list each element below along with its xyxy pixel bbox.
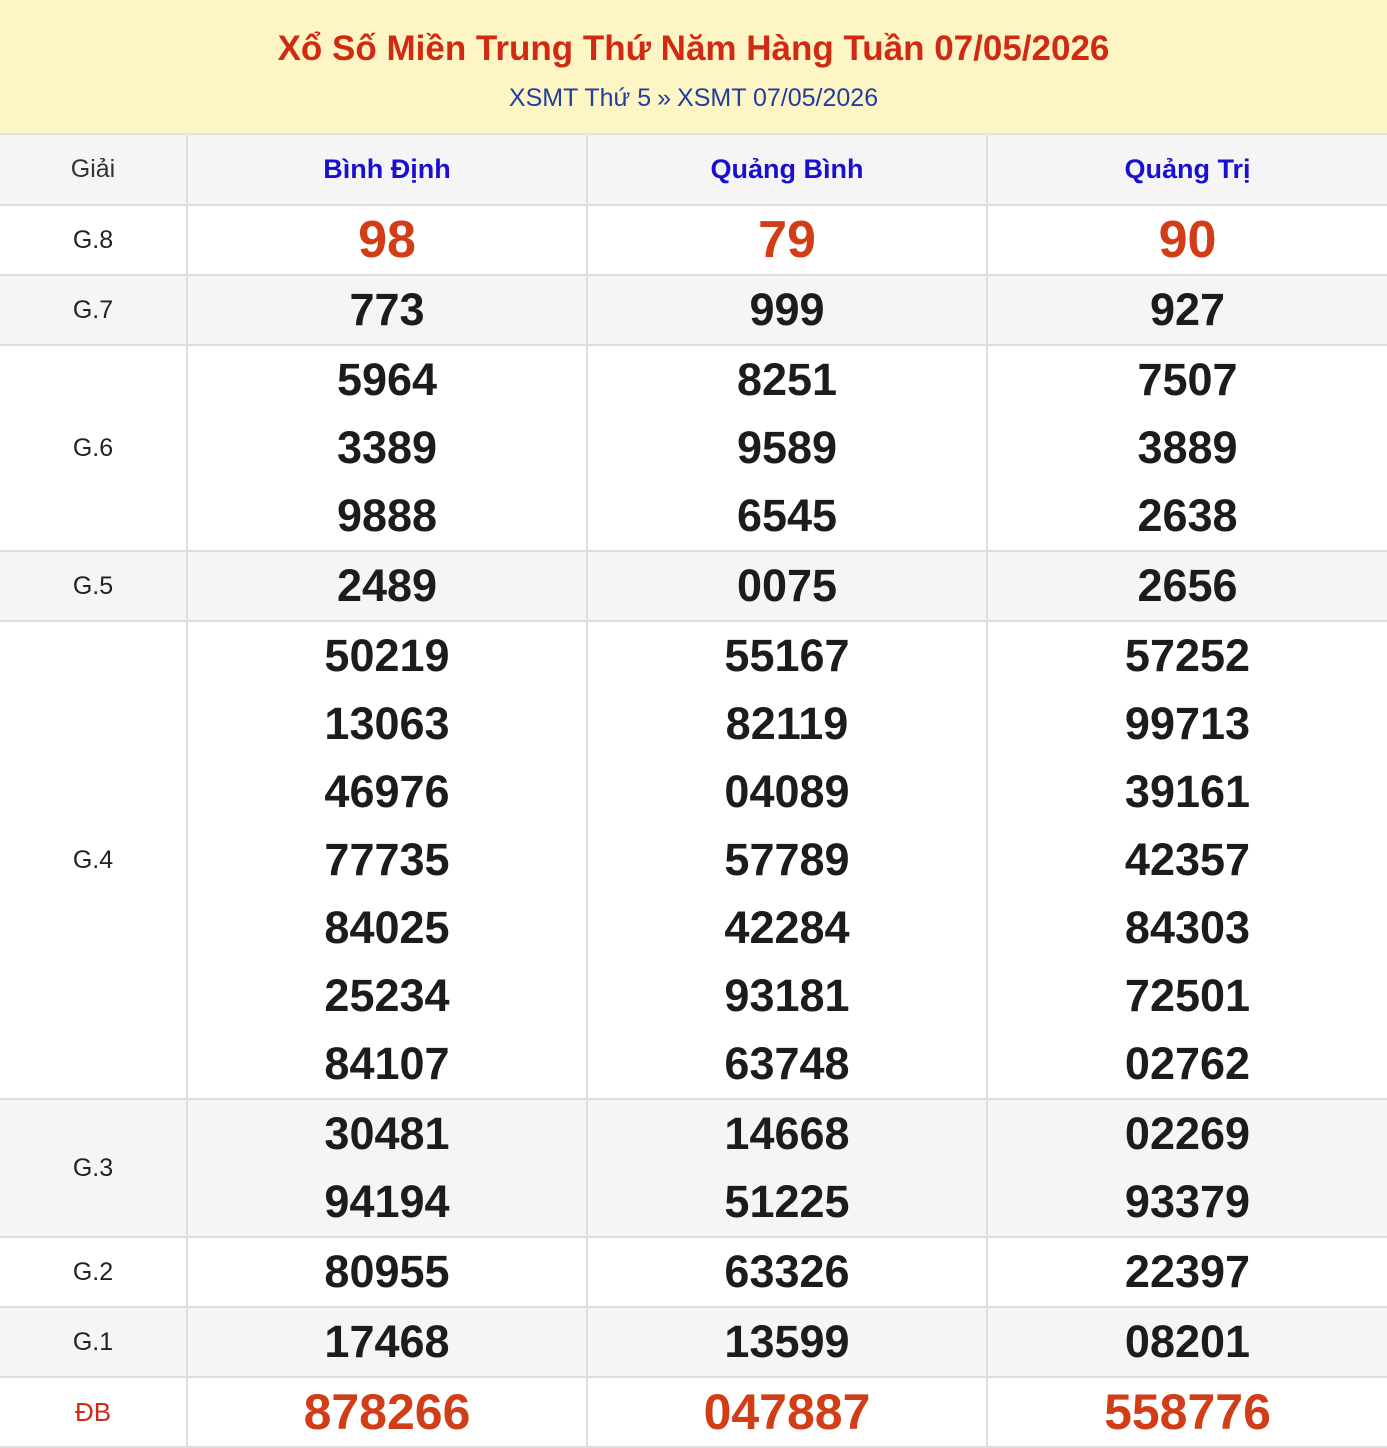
prize-number-cell xyxy=(987,1307,1387,1377)
prize-number: 04089 xyxy=(724,766,850,817)
prize-row xyxy=(0,275,1387,345)
prize-row xyxy=(0,551,1387,621)
prize-row xyxy=(0,345,1387,551)
prize-number-cell xyxy=(187,551,587,621)
prize-rows xyxy=(0,205,1387,1447)
prize-number: 5964 xyxy=(336,354,438,405)
prize-number: 0075 xyxy=(736,560,838,611)
prize-number-cell xyxy=(587,1237,987,1307)
prize-name-cell xyxy=(0,621,187,1099)
prize-number-cell xyxy=(187,621,587,1099)
prize-number-cell xyxy=(587,275,987,345)
prize-name: G.6 xyxy=(72,433,114,462)
prize-number-cell xyxy=(587,551,987,621)
prize-number: 25234 xyxy=(324,970,450,1021)
prize-number: 51225 xyxy=(724,1176,850,1227)
prize-number: 57789 xyxy=(724,834,850,885)
prize-number-cell xyxy=(987,275,1387,345)
prize-number: 3389 xyxy=(336,422,438,473)
prize-row xyxy=(0,1307,1387,1377)
prize-number: 55167 xyxy=(724,630,850,681)
results-table xyxy=(0,135,1387,1448)
results-header xyxy=(0,0,1387,135)
prize-number-cell xyxy=(187,1307,587,1377)
prize-number: 2489 xyxy=(336,560,438,611)
prize-number-cell xyxy=(587,621,987,1099)
prize-row xyxy=(0,621,1387,1099)
table-header-row xyxy=(0,135,1387,205)
prize-number: 9888 xyxy=(336,490,438,541)
prize-number: 84107 xyxy=(324,1038,450,1089)
prize-number: 999 xyxy=(749,284,825,335)
prize-number-cell xyxy=(187,1237,587,1307)
prize-name: G.1 xyxy=(72,1327,114,1356)
prize-number: 80955 xyxy=(324,1246,450,1297)
prize-number: 42357 xyxy=(1124,834,1251,885)
prize-name: G.7 xyxy=(72,295,114,324)
prize-name-cell xyxy=(0,1307,187,1377)
province-header xyxy=(987,135,1387,205)
prize-number: 773 xyxy=(349,284,425,335)
prize-number-cell xyxy=(987,1237,1387,1307)
prize-name-cell xyxy=(0,1377,187,1447)
prize-row xyxy=(0,1237,1387,1307)
province-name[interactable]: Bình Định xyxy=(323,154,451,184)
prize-number: 22397 xyxy=(1124,1246,1251,1297)
prize-number: 7507 xyxy=(1137,354,1238,405)
prize-number-cell xyxy=(987,551,1387,621)
prize-number: 93181 xyxy=(724,970,850,1021)
prize-number: 82119 xyxy=(725,698,849,749)
prize-number: 30481 xyxy=(324,1108,450,1159)
prize-number: 50219 xyxy=(324,630,450,681)
prize-number: 17468 xyxy=(324,1316,450,1367)
prize-name-cell xyxy=(0,551,187,621)
prize-number: 46976 xyxy=(324,766,450,817)
province-name[interactable]: Quảng Bình xyxy=(710,154,864,184)
prize-row xyxy=(0,1099,1387,1237)
prize-number: 94194 xyxy=(324,1176,450,1227)
prize-number: 3889 xyxy=(1137,422,1238,473)
prize-number: 63748 xyxy=(724,1038,850,1089)
prize-number-cell xyxy=(987,1377,1387,1447)
special-prize-number: 558776 xyxy=(1104,1384,1271,1440)
prize-row xyxy=(0,1377,1387,1447)
prize-number-cell xyxy=(587,1307,987,1377)
prize-number-cell xyxy=(187,345,587,551)
prize-number: 79 xyxy=(758,211,816,269)
prize-name-cell xyxy=(0,1099,187,1237)
prize-number-cell xyxy=(987,1099,1387,1237)
prize-number: 42284 xyxy=(724,902,850,953)
prize-number: 77735 xyxy=(324,834,450,885)
prize-number: 2656 xyxy=(1137,560,1238,611)
prize-number: 98 xyxy=(358,211,416,269)
prize-number: 63326 xyxy=(724,1246,850,1297)
province-header xyxy=(587,135,987,205)
prize-number: 14668 xyxy=(724,1108,850,1159)
prize-name-cell xyxy=(0,275,187,345)
prize-number-cell xyxy=(587,1377,987,1447)
breadcrumb xyxy=(0,82,1387,114)
prize-name: G.2 xyxy=(72,1257,114,1286)
special-prize-number: 047887 xyxy=(703,1384,871,1440)
prize-number: 9589 xyxy=(736,422,838,473)
special-prize-number: 878266 xyxy=(303,1384,471,1440)
province-header xyxy=(187,135,587,205)
prize-number-cell xyxy=(987,621,1387,1099)
prize-number-cell xyxy=(187,1377,587,1447)
giai-label: Giải xyxy=(70,155,116,183)
prize-number-cell xyxy=(187,275,587,345)
prize-number: 93379 xyxy=(1124,1176,1251,1227)
prize-number: 84025 xyxy=(324,902,450,953)
prize-number: 02762 xyxy=(1124,1038,1251,1089)
prize-number-cell xyxy=(987,205,1387,275)
prize-number: 08201 xyxy=(1124,1316,1251,1367)
prize-number: 02269 xyxy=(1124,1108,1251,1159)
prize-number: 99713 xyxy=(1124,698,1251,749)
prize-number: 57252 xyxy=(1124,630,1251,681)
prize-name-cell xyxy=(0,1237,187,1307)
prize-number: 39161 xyxy=(1124,766,1251,817)
prize-name: G.4 xyxy=(72,845,114,874)
prize-number-cell xyxy=(187,1099,587,1237)
prize-number: 13063 xyxy=(324,698,450,749)
prize-number: 84303 xyxy=(1124,902,1251,953)
prize-number-cell xyxy=(587,345,987,551)
prize-name: G.3 xyxy=(72,1153,114,1182)
prize-number: 90 xyxy=(1158,211,1217,269)
prize-number: 6545 xyxy=(736,490,838,541)
giai-header xyxy=(0,135,187,205)
prize-name: ĐB xyxy=(74,1396,112,1427)
breadcrumb-link-date[interactable]: XSMT 07/05/2026 xyxy=(677,84,879,112)
prize-name-cell xyxy=(0,345,187,551)
page-title: Xổ Số Miền Trung Thứ Năm Hàng Tuần 07/05/2026 xyxy=(277,29,1110,68)
prize-number-cell xyxy=(987,345,1387,551)
prize-number: 72501 xyxy=(1124,970,1251,1021)
prize-number-cell xyxy=(587,1099,987,1237)
prize-number: 8251 xyxy=(736,354,838,405)
prize-row xyxy=(0,205,1387,275)
prize-number-cell xyxy=(587,205,987,275)
prize-number: 13599 xyxy=(724,1316,850,1367)
breadcrumb-link-weekday[interactable]: XSMT Thứ 5 xyxy=(508,84,652,112)
prize-name-cell xyxy=(0,205,187,275)
prize-number: 927 xyxy=(1149,284,1226,335)
prize-name: G.8 xyxy=(72,225,114,254)
prize-number-cell xyxy=(187,205,587,275)
prize-name: G.5 xyxy=(72,571,114,600)
province-name[interactable]: Quảng Trị xyxy=(1124,154,1251,184)
prize-number: 2638 xyxy=(1137,490,1238,541)
breadcrumb-separator: » xyxy=(657,84,672,112)
